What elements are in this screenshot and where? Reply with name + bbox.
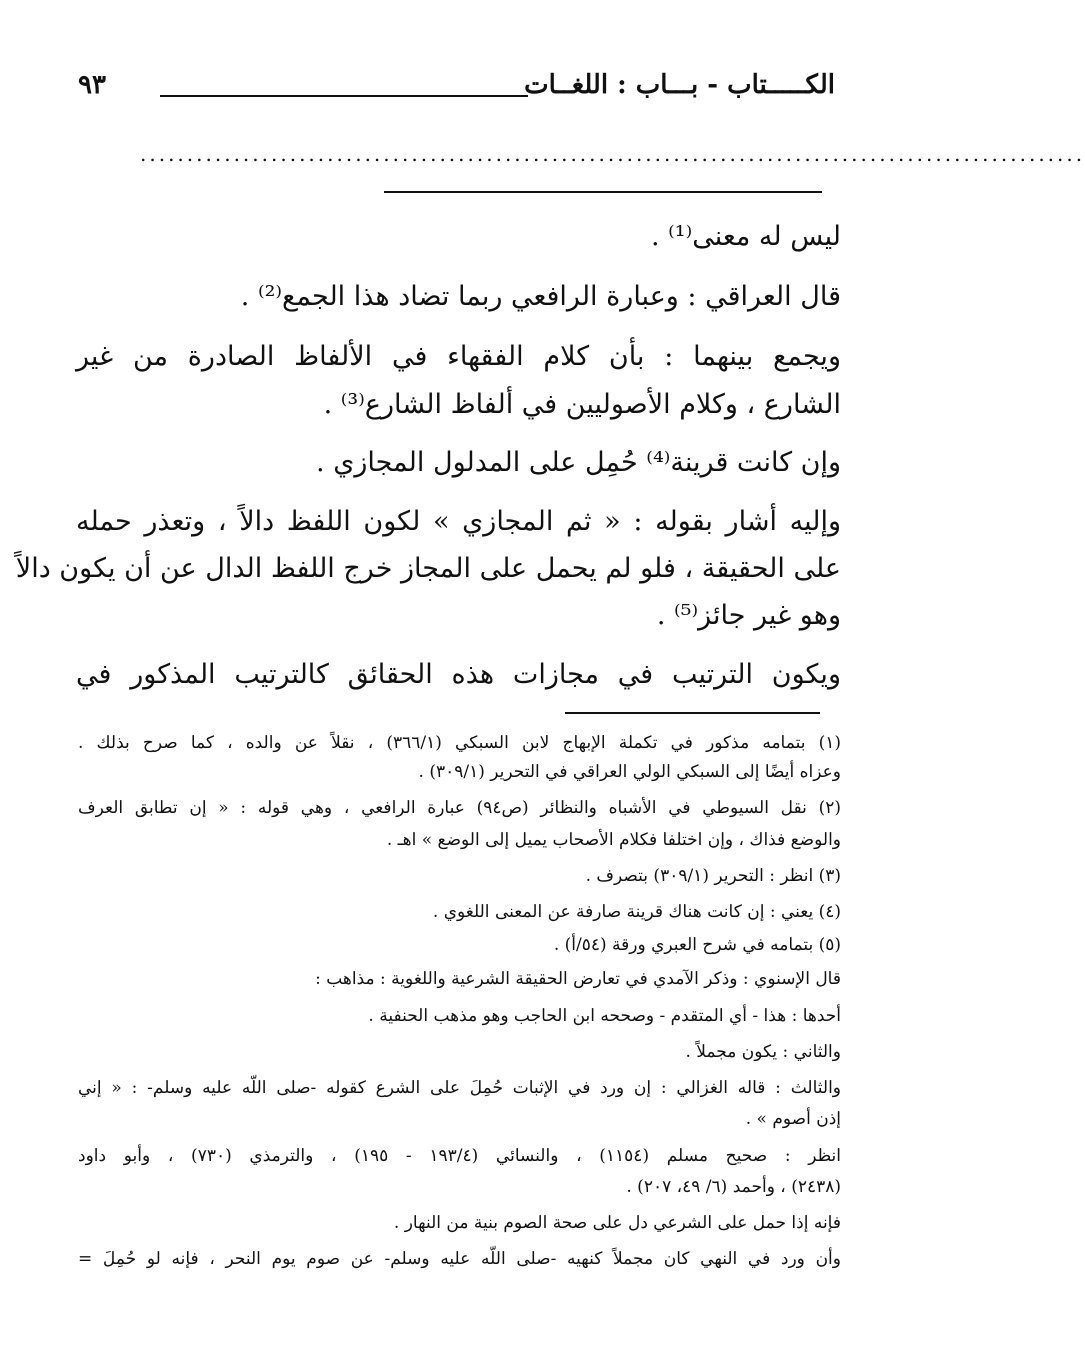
- body-line: على الحقيقة ، فلو لم يحمل على المجاز خرج اللفظ الدال عن أن يكون دالاً: [15, 553, 841, 584]
- body-line: وهو غير جائز⁽⁵⁾ .: [656, 600, 841, 631]
- body-line: ويجمع بينهما : بأن كلام الفقهاء في الألفاظ الصادرة من غير: [76, 341, 841, 372]
- body-line: وإليه أشار بقوله : « ثم المجازي » لكون اللفظ دالاً ، وتعذر حمله: [76, 506, 841, 537]
- top-rule: [384, 191, 822, 193]
- footnote-line: فإنه إذا حمل على الشرعي دل على صحة الصوم بنية من النهار .: [393, 1213, 841, 1233]
- body-line: ويكون الترتيب في مجازات هذه الحقائق كالترتيب المذكور في: [76, 659, 841, 690]
- page-number: ٩٣: [78, 70, 106, 100]
- running-header: الكـــــتاب - بـــاب : اللغــات: [524, 70, 835, 100]
- ellipsis-separator: .....................................................................................................: [140, 142, 1085, 166]
- footnote-line: (١) بتمامه مذكور في تكملة الإبهاج لابن السبكي (٣٦٦/١) ، نقلاً عن والده ، كما صرح بذلك .: [78, 733, 842, 753]
- body-line: الشارع ، وكلام الأصوليين في ألفاظ الشارع⁽³⁾ .: [323, 389, 841, 420]
- header-rule: [160, 95, 528, 97]
- footnote-line: والثالث : قاله الغزالي : إن ورد في الإثبات حُمِلَ على الشرع كقوله -صلى اللّه عليه وسلم- : « إني: [78, 1078, 841, 1098]
- footnote-line: والوضع فذاك ، وإن اختلفا فكلام الأصحاب يميل إلى الوضع » اهـ .: [386, 830, 841, 850]
- footnote-line: (٣) انظر : التحرير (٣٠٩/١) بتصرف .: [585, 866, 841, 886]
- body-line: ليس له معنى⁽¹⁾ .: [650, 221, 841, 252]
- footnote-line: قال الإسنوي : وذكر الآمدي في تعارض الحقيقة الشرعية واللغوية : مذاهب :: [315, 969, 841, 989]
- footnote-line: انظر : صحيح مسلم (١١٥٤) ، والنسائي (١٩٣/٤ - ١٩٥) ، والترمذي (٧٣٠) ، وأبو داود: [78, 1146, 842, 1166]
- footnote-line: وأن ورد في النهي كان مجملاً كنهيه -صلى اللّه عليه وسلم- عن صوم يوم النحر ، فإنه لو حُمِلَ =: [78, 1249, 841, 1269]
- footnote-line: (٢) نقل السيوطي في الأشباه والنظائر (ص٩٤) عبارة الرافعي ، وهي قوله : « إن تطابق العرف: [78, 798, 842, 818]
- footnote-line: (٥) بتمامه في شرح العبري ورقة (٥٤/أ) .: [553, 935, 841, 955]
- footnote-line: إذن أصوم » .: [745, 1109, 841, 1129]
- footnote-line: (٢٤٣٨) ، وأحمد (٦/ ٤٩، ٢٠٧) .: [626, 1177, 841, 1197]
- footnote-line: والثاني : يكون مجملاً .: [685, 1042, 841, 1062]
- body-line: قال العراقي : وعبارة الرافعي ربما تضاد هذا الجمع⁽²⁾ .: [240, 281, 841, 312]
- footnote-line: (٤) يعني : إن كانت هناك قرينة صارفة عن المعنى اللغوي .: [432, 902, 841, 922]
- footnote-line: وعزاه أيضًا إلى السبكي الولي العراقي في التحرير (٣٠٩/١) .: [418, 762, 841, 782]
- footnote-separator: [565, 712, 820, 714]
- body-line: وإن كانت قرينة⁽⁴⁾ حُمِل على المدلول المجازي .: [316, 447, 841, 478]
- footnote-line: أحدها : هذا - أي المتقدم - وصححه ابن الحاجب وهو مذهب الحنفية .: [368, 1006, 841, 1026]
